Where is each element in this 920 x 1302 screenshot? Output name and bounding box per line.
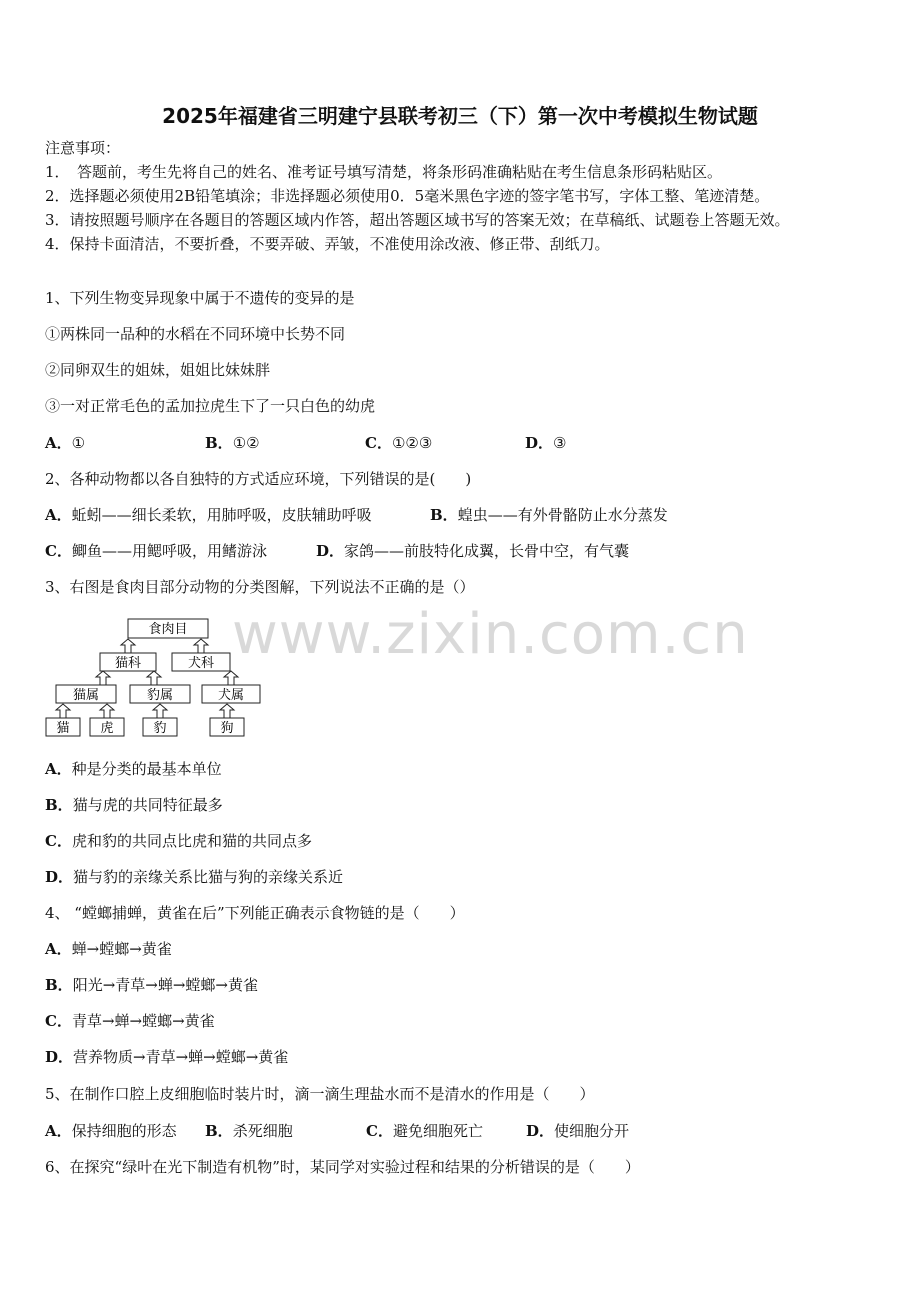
q1-option-b[interactable]: B．①②: [205, 434, 260, 452]
arrow-icon: [56, 704, 70, 718]
note-item-3: 3．请按照题号顺序在各题目的答题区域内作答，超出答题区域书写的答案无效；在草稿纸、试题卷上答题无效。: [45, 211, 790, 229]
q1-item-2: ②同卵双生的姐妹，姐姐比妹妹胖: [45, 361, 271, 379]
arrow-icon: [224, 671, 238, 685]
watermark: www.zixin.com.cn: [232, 602, 749, 667]
q3-option-d[interactable]: D．猫与豹的亲缘关系比猫与狗的亲缘关系近: [45, 868, 344, 886]
q1-item-1: ①两株同一品种的水稻在不同环境中长势不同: [45, 325, 346, 343]
family-label-cat: 猫科: [114, 656, 142, 671]
q1-option-d[interactable]: D．③: [525, 434, 567, 452]
classification-diagram: [40, 612, 280, 742]
arrow-icon: [220, 704, 234, 718]
q6-stem: 6、在探究“绿叶在光下制造有机物”时，某同学对实验过程和结果的分析错误的是（ ）: [45, 1158, 640, 1176]
arrow-icon: [147, 671, 161, 685]
q5-option-b[interactable]: B．杀死细胞: [205, 1122, 293, 1140]
arrow-icon: [100, 704, 114, 718]
q5-stem: 5、在制作口腔上皮细胞临时装片时，滴一滴生理盐水而不是清水的作用是（ ）: [45, 1085, 595, 1103]
note-item-1: 1． 答题前，考生先将自己的姓名、准考证号填写清楚，将条形码准确粘贴在考生信息条形码粘贴区。: [45, 163, 723, 181]
arrow-icon: [121, 639, 135, 653]
q2-stem: 2、各种动物都以各自独特的方式适应环境，下列错误的是( ): [45, 470, 472, 488]
q5-option-d[interactable]: D．使细胞分开: [526, 1122, 630, 1140]
q5-option-a[interactable]: A．保持细胞的形态: [45, 1122, 177, 1140]
q5-option-c[interactable]: C．避免细胞死亡: [366, 1122, 483, 1140]
arrow-icon: [96, 671, 110, 685]
species-label-tiger: 虎: [100, 721, 114, 736]
q3-option-b[interactable]: B．猫与虎的共同特征最多: [45, 796, 223, 814]
species-label-cat: 猫: [56, 721, 70, 736]
genus-label-panthera: 豹属: [146, 688, 174, 703]
note-item-4: 4．保持卡面清洁，不要折叠，不要弄破、弄皱，不准使用涂改液、修正带、刮纸刀。: [45, 235, 610, 253]
family-label-dog: 犬科: [187, 656, 215, 671]
q2-option-d[interactable]: D．家鸽——前肢特化成翼，长骨中空，有气囊: [316, 542, 630, 560]
order-label: 食肉目: [148, 622, 188, 637]
q3-option-a[interactable]: A．种是分类的最基本单位: [45, 760, 222, 778]
genus-label-felis: 猫属: [72, 688, 100, 703]
q4-stem: 4、 “螳螂捕蝉，黄雀在后”下列能正确表示食物链的是（ ）: [45, 904, 465, 922]
genus-label-canis: 犬属: [217, 688, 245, 703]
q1-option-c[interactable]: C．①②③: [365, 434, 433, 452]
notes-heading: 注意事项：: [45, 139, 121, 157]
species-label-dog: 狗: [220, 721, 234, 736]
q3-stem: 3、右图是食肉目部分动物的分类图解，下列说法不正确的是（）: [45, 578, 475, 596]
q4-option-b[interactable]: B．阳光→青草→蝉→螳螂→黄雀: [45, 976, 258, 994]
q2-option-c[interactable]: C．鲫鱼——用鳃呼吸，用鳍游泳: [45, 542, 267, 560]
q1-item-3: ③一对正常毛色的孟加拉虎生下了一只白色的幼虎: [45, 397, 376, 415]
page-title: 2025年福建省三明建宁县联考初三（下）第一次中考模拟生物试题: [162, 104, 758, 128]
arrow-icon: [153, 704, 167, 718]
q2-option-a[interactable]: A．蚯蚓——细长柔软，用肺呼吸，皮肤辅助呼吸: [45, 506, 372, 524]
q4-option-c[interactable]: C．青草→蝉→螳螂→黄雀: [45, 1012, 215, 1030]
q4-option-d[interactable]: D．营养物质→青草→蝉→螳螂→黄雀: [45, 1048, 289, 1066]
note-item-2: 2．选择题必须使用2B铅笔填涂；非选择题必须使用0．5毫米黑色字迹的签字笔书写，字体工整、笔迹清楚。: [45, 187, 770, 205]
species-label-leopard: 豹: [153, 721, 167, 736]
q4-option-a[interactable]: A．蝉→螳螂→黄雀: [45, 940, 172, 958]
arrow-icon: [194, 639, 208, 653]
q2-option-b[interactable]: B．蝗虫——有外骨骼防止水分蒸发: [430, 506, 668, 524]
q1-stem: 1、下列生物变异现象中属于不遗传的变异的是: [45, 289, 355, 307]
q3-option-c[interactable]: C．虎和豹的共同点比虎和猫的共同点多: [45, 832, 312, 850]
q1-option-a[interactable]: A．①: [45, 434, 86, 452]
